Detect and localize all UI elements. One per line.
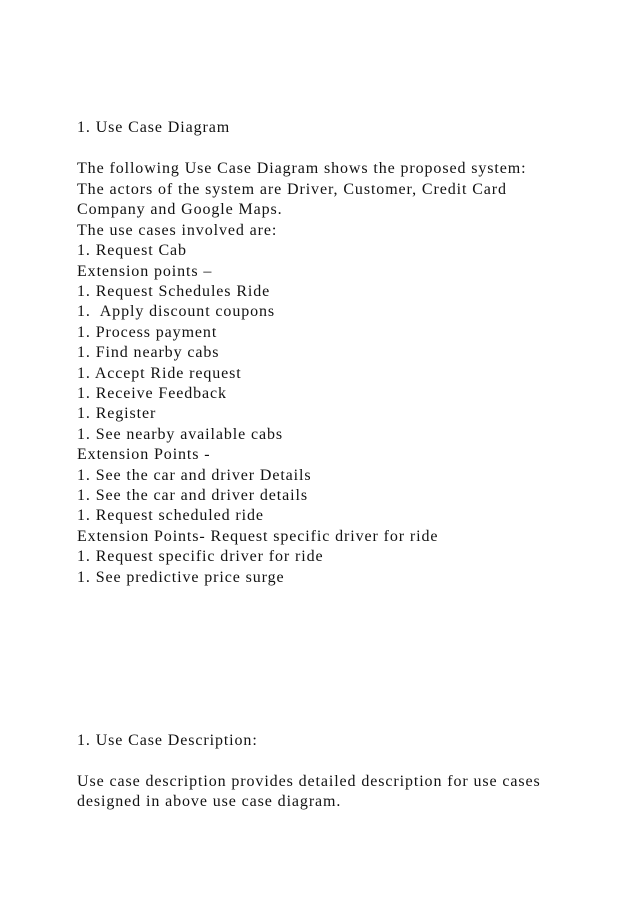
use-case-line: Extension Points - — [77, 446, 211, 463]
use-case-line: 1. Request scheduled ride — [77, 507, 264, 524]
use-case-line: 1. Request Schedules Ride — [77, 283, 271, 300]
use-case-line: 1. Find nearby cabs — [77, 344, 220, 361]
use-case-line: 1. Receive Feedback — [77, 385, 227, 402]
use-case-line: 1. Request specific driver for ride — [77, 548, 324, 565]
use-case-line: 1. Process payment — [77, 324, 218, 341]
use-case-line: 1. Register — [77, 405, 157, 422]
use-case-line: 1. See the car and driver Details — [77, 467, 312, 484]
section-heading-use-case-description: 1. Use Case Description: — [77, 732, 258, 749]
use-case-line: 1. Accept Ride request — [77, 365, 242, 382]
intro-text: The following Use Case Diagram shows the proposed system: — [77, 160, 527, 177]
use-case-line: Extension Points- Request specific driver for ride — [77, 528, 439, 545]
use-cases-intro: The use cases involved are: — [77, 222, 278, 239]
description-text-line-1: Use case description provides detailed description for use cases — [77, 773, 541, 790]
use-case-line: 1. See nearby available cabs — [77, 426, 284, 443]
use-case-line: 1. Request Cab — [77, 242, 187, 259]
use-case-line: 1. Apply discount coupons — [77, 303, 276, 320]
use-case-line: 1. See predictive price surge — [77, 569, 285, 586]
section-heading-use-case-diagram: 1. Use Case Diagram — [77, 119, 231, 136]
use-case-line: 1. See the car and driver details — [77, 487, 308, 504]
description-text-line-2: designed in above use case diagram. — [77, 793, 342, 810]
use-case-line: Extension points – — [77, 263, 213, 280]
actors-text-line-1: The actors of the system are Driver, Customer, Credit Card — [77, 181, 507, 198]
actors-text-line-2: Company and Google Maps. — [77, 201, 283, 218]
